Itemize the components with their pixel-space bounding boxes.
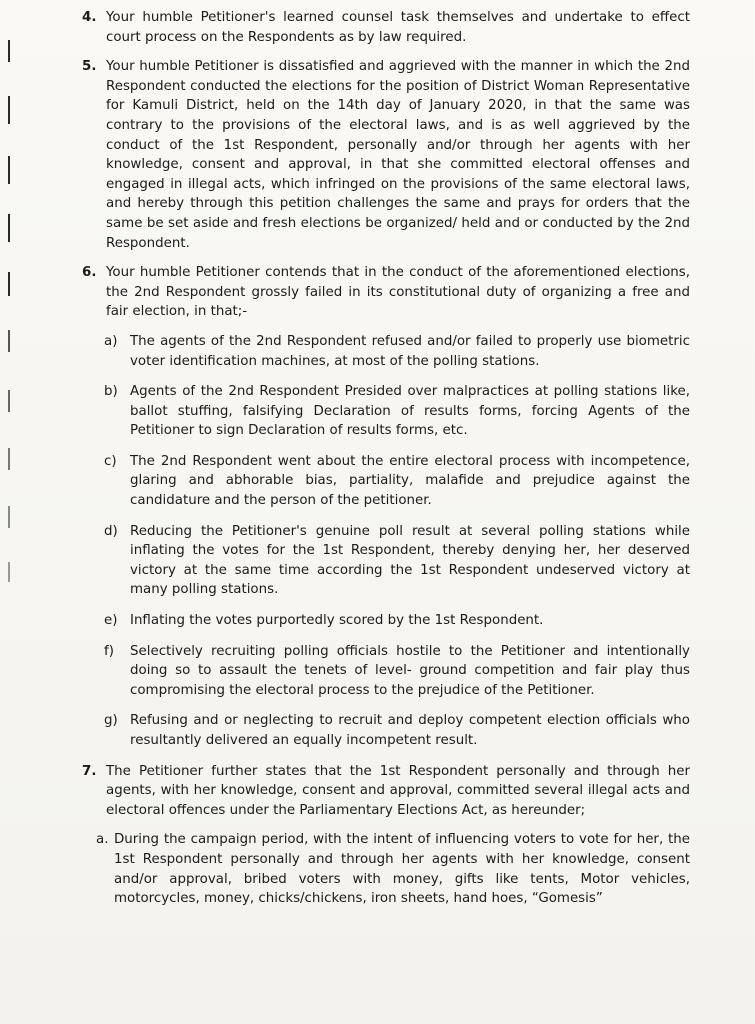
- margin-mark: [8, 330, 10, 352]
- list-item: [78, 452, 690, 511]
- item-label: g): [104, 713, 118, 729]
- item-label: b): [104, 384, 118, 400]
- paragraph-4: [78, 8, 690, 47]
- list-item: [78, 382, 690, 441]
- item-text: Reducing the Petitioner's genuine poll result at several polling stations while inflating the votes for the 1st Respondent, thereby denying her, her deserved victory at the same time according the 1st Respondent undeserved victory at many polling stations.: [130, 523, 690, 598]
- margin-mark: [8, 156, 10, 184]
- paragraph-5: [78, 57, 690, 253]
- paragraph-6-items: [78, 332, 690, 751]
- list-item: [78, 332, 690, 371]
- paragraph-number: 7.: [82, 763, 97, 779]
- margin-mark: [8, 562, 10, 582]
- paragraph-number: 6.: [82, 265, 97, 281]
- item-label: e): [104, 613, 118, 629]
- list-item: [78, 830, 690, 908]
- item-text: Selectively recruiting polling officials hostile to the Petitioner and intentionally doing so to assault the tenets of level- ground competition and fair play thus compromising the electoral process to the prejudice of the Petitioner.: [130, 643, 690, 698]
- paragraph-number: 5.: [82, 59, 97, 75]
- list-item: [78, 611, 690, 631]
- item-label: c): [104, 453, 117, 469]
- paragraph-7-items: [78, 830, 690, 908]
- margin-mark: [8, 214, 10, 242]
- item-label: a.: [96, 832, 109, 848]
- item-text: The agents of the 2nd Respondent refused and/or failed to properly use biometric voter identification machines, at most of the polling stations.: [130, 333, 690, 369]
- item-text: The 2nd Respondent went about the entire electoral process with incompetence, glaring and abhorable bias, partiality, malafide and prejudice against the candidature and the person of the petitioner.: [130, 453, 690, 509]
- item-label: d): [104, 523, 118, 539]
- margin-mark: [8, 96, 10, 124]
- item-text: Inflating the votes purportedly scored by the 1st Respondent.: [130, 613, 544, 629]
- margin-mark: [8, 40, 10, 62]
- list-item: [78, 711, 690, 750]
- paragraph-number: 4.: [82, 10, 97, 25]
- margin-mark: [8, 390, 10, 412]
- item-label: a): [104, 333, 118, 349]
- item-label: f): [104, 643, 114, 659]
- margin-mark: [8, 506, 10, 528]
- paragraph-text: Your humble Petitioner is dissatisfied and aggrieved with the manner in which the 2nd Respondent conducted the elections for the position of District Woman Representative for Kamuli District, held on the 14th day of January 2020, in that the same was contrary to the provisions of the electoral laws, and is as well aggrieved by the conduct of the 1st Respondent, personally and/or through her agents with her knowledge, consent and approval, in that she committed electoral offenses and engaged in illegal acts, which infringed on the provisions of the same electoral laws, and hereby through this petition challenges the same and prays for orders that the same be set aside and fresh elections be organized/ held and or conducted by the 2nd Respondent.: [106, 59, 690, 251]
- list-item: [78, 522, 690, 600]
- paragraph-text: The Petitioner further states that the 1st Respondent personally and through her agents, with her knowledge, consent and approval, committed several illegal acts and electoral offences under the Parliamentary Elections Act, as hereunder;: [106, 763, 690, 818]
- paragraph-6: [78, 263, 690, 322]
- margin-mark: [8, 448, 10, 470]
- paragraph-7-block: [78, 762, 690, 909]
- margin-mark: [8, 272, 10, 296]
- list-item: [78, 642, 690, 701]
- document-body: [78, 8, 690, 920]
- paragraph-7: [78, 762, 690, 821]
- paragraph-text: Your humble Petitioner's learned counsel task themselves and undertake to effect court process on the Respondents as by law required.: [106, 10, 690, 45]
- item-text: Refusing and or neglecting to recruit and deploy competent election officials who resultantly delivered an equally incompetent result.: [130, 713, 690, 748]
- item-text: During the campaign period, with the intent of influencing voters to vote for her, the 1st Respondent personally and through her agents with her knowledge, consent and/or approval, bribed voters with money, gifts like tents, Motor vehicles, motorcycles, money, chicks/chickens, iron sheets, hand hoes, “Gomesis”: [114, 832, 690, 907]
- paragraph-text: Your humble Petitioner contends that in the conduct of the aforementioned elections, the 2nd Respondent grossly failed in its constitutional duty of organizing a free and fair election, in that;-: [106, 265, 690, 320]
- item-text: Agents of the 2nd Respondent Presided over malpractices at polling stations like, ballot stuffing, falsifying Declaration of results forms, forcing Agents of the Petitioner to sign Declaration of results forms, etc.: [130, 384, 690, 439]
